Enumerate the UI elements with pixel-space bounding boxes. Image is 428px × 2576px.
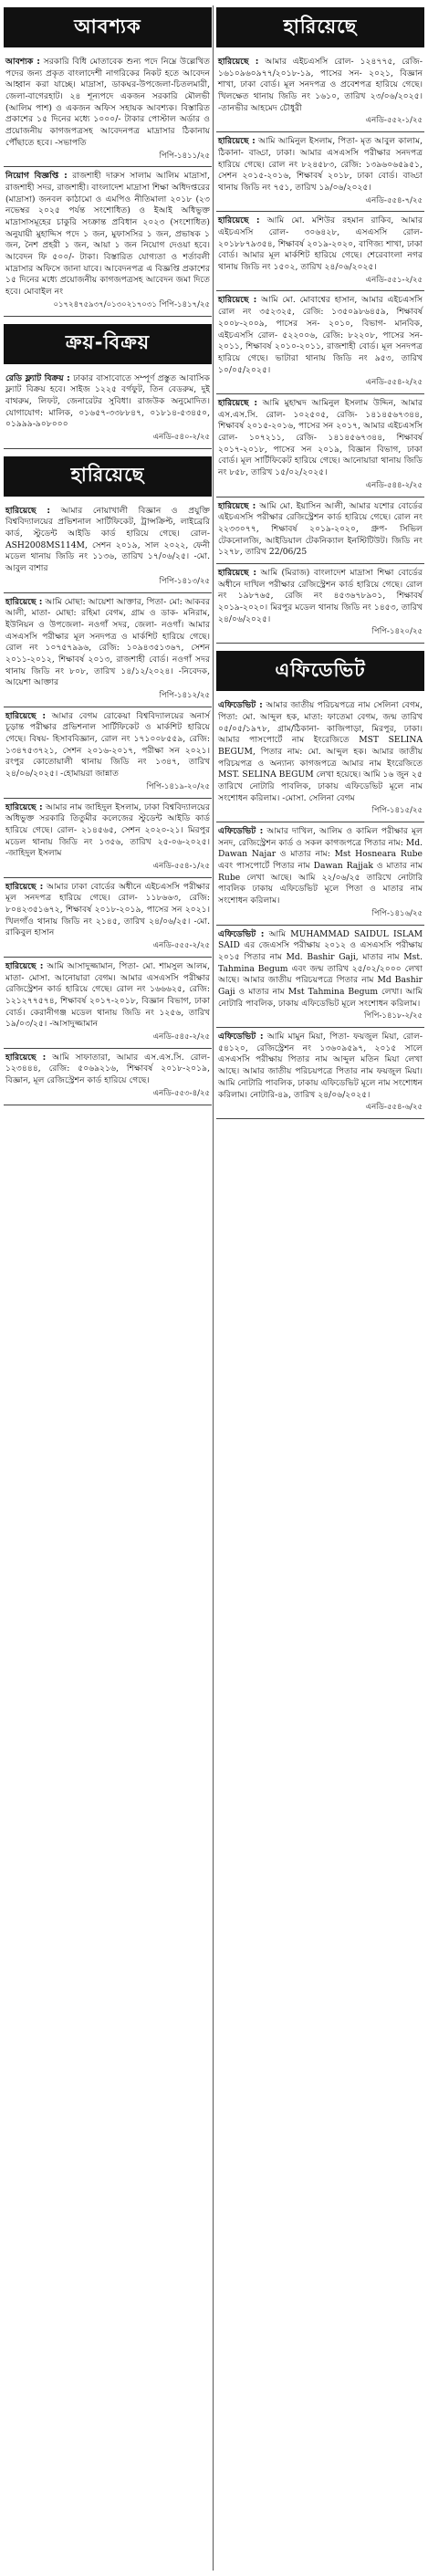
classified-ad (216, 394, 424, 497)
buy-sell-ads (4, 370, 212, 449)
ad-text: আমি মো. ইয়াসিন আলী, আমার যশোর বোর্ডের এইচএসসি পরীক্ষার রেজিস্ট্রেশন কার্ড হারিয়ে গেছে। রোল নং ২২৩৩০৭৭, শিক্ষাবর্ষ ২০১৯-২০২০, গ্রুপ- সিভিল টেকনোলজি, আইডিয়াল টেকনিক্যাল ইনস্টিটিউট। জিডি নং ১২৭৮, তারিখ 22/06/25 (218, 500, 423, 558)
classified-ad (4, 593, 212, 707)
classified-ad (216, 497, 424, 564)
ad-text: আমার বেগম রোকেয়া বিশ্ববিদ্যালয়ের অনার্স চূড়ান্ত পরীক্ষার প্রভিশনাল সার্টিফিকেট ও মার্কশিট হারিয়ে গেছে। বিষয়- হিসাববিজ্ঞান, রোল নং ১৭১০০৮৫৫৯, রেজি: ১৩৪৭৫৩৭২১, সেশন ২০১৬-২০১৭, পরীক্ষা সন ২০২১। রংপুর কোতোয়ালী থানায় জিডি নং ১৩৪৭, তারিখ ২৪/০৬/২০২৫। -হোমায়রা জান্নাত (5, 710, 211, 780)
ad-heading: হারিয়েছে : (218, 567, 256, 578)
ad-heading: হারিয়েছে : (218, 295, 257, 306)
classified-ad (4, 167, 212, 316)
ad-reference-code: এনডি-৫৫৪-৬/২৫ (365, 1103, 423, 1113)
ad-reference-code: এনডি-৫৪৪-২/২৫ (365, 480, 423, 490)
ad-reference-code: এনডি-৫৫২-১/২৫ (365, 116, 423, 126)
ad-text: আমার জাতীয় পরিচয়পত্রে নাম সেলিনা বেগম, পিতা: মো. আব্দুল হক, মাতা: ফাতেমা বেগম, জন্ম তারিখ ০৫/০৫/১৯৭৮, গ্রাম/ঠিকানা- কাজিপাড়া, মিরপুর, ঢাকা। আমার পাসপোর্টে নাম ইংরেজিতে MST SELINA BEGUM, পিতার নাম: মো. আব্দুল হক। আমার জাতীয় পরিচয়পত্র ও অন্যান্য কাগজপত্রে আমার নাম ইংরেজিতে MST. SELINA BEGUM লেখা হয়েছে। আমি ১৬ জুন ২৫ তারিখে নোটারি পাবলিক, ঢাকায় এফিডেভিট মূলে নাম সংশোধন করিলাম। -মোসা. সেলিনা বেগম (218, 700, 423, 803)
ad-reference-code: পিপি-১৪১৩/২৫ (159, 576, 210, 586)
section-header-lost-right: হারিয়েছে (216, 7, 424, 47)
ad-heading: হারিয়েছে : (218, 398, 258, 408)
ad-heading: হারিয়েছে : (5, 1052, 47, 1063)
ad-text: আমার নোয়াখালী বিজ্ঞান ও প্রযুক্তি বিশ্ববিদ্যালয়ের প্রভিশনাল সার্টিফিকেট, ট্রান্সক্রিপ্ট, লাইব্রেরি কার্ড, স্টুডেন্ট আইডি কার্ড হারিয়ে গেছে। রোল- ASH2008MS114M, সেশন ২০১৯, সাল ২০২২, ফেনী মডেল থানায় জিডি নং ১১৩৬, তারিখ ১৭/০৬/২৫। -মো. আবুল বাশার (5, 505, 210, 574)
ad-heading: হারিয়েছে : (218, 500, 256, 511)
ad-text: আমি (মিরাজ) বাংলাদেশ মাদ্রাসা শিক্ষা বোর্ডের অধীনে দাখিল পরীক্ষার রেজিস্ট্রেশন কার্ড হারিয়ে গেছে। রোল নং ১৯৮৭৬৫, রেজি নং ৪৫৩৬৭৮৯০১, শিক্ষাবর্ষ ২০১৯-২০২০। মিরপুর মডেল থানায় জিডি নং ১৪৫৩, তারিখ ২৪/০৬/২০২৫। (218, 567, 423, 624)
ad-reference-code: ০১৭২৪৭৫৯৩৭/০১৩০২১৭০৩১ পিপি-১৪১৭/২৫ (53, 299, 210, 309)
ad-heading: আবশ্যক : (5, 57, 40, 67)
ad-heading: হারিয়েছে : (5, 801, 43, 812)
ad-text: আমি মো. মোবাশ্বের হাসান, আমার এইচএসসি রোল নং ৩৫২৩২৫, রেজি: ১৩৫০৯৮৬৪৫৯, শিক্ষাবর্ষ ২০০৮-২০০৯, পাসের সন- ২০১০, বিভাগ- মানবিক, এইচএসসি রোল- ৫২২০০৬, রেজি: ৮২২০৮, পাসের সন- ২০১১, শিক্ষাবর্ষ ২০১০-২০১১, রাজশাহী বোর্ড। মূল সনদপত্র হারিয়ে গেছে। ভাটারা থানায় জিডি নং ৯৫৩, তারিখ ১০/০৫/২০২৫। (218, 295, 423, 375)
ad-heading: হারিয়েছে : (218, 215, 260, 226)
section-header-wanted: আবশ্যক (4, 7, 212, 47)
ad-heading: হারিয়েছে : (5, 881, 44, 892)
lost-ads (4, 502, 212, 1105)
ad-reference-code: পিপি-১৪২০/২৫ (371, 627, 423, 637)
ad-reference-code: এনডি-৫৪৫-২/২৫ (152, 1032, 210, 1042)
classified-ad (216, 1028, 424, 1119)
ad-text: ঢাকার বাসাবোতে সম্পূর্ণ প্রস্তুত আবাসিক ফ্ল্যাট বিক্রয় হবে। সাইজ ১২২৫ বর্গফুট, তিন বেডরুম, দুই বাথরুম, লিফট, জেনারেটর সুবিধা। রাজউক অনুমোদিত। যোগাযোগ: মালিক, ০১৬৫৭-৩৩৮৮৪৭, ০১৮১৪-৫৩৪৫০, ০১৯৯৯-৯০৮০০০ (5, 372, 211, 430)
ad-reference-code: এনডি-৫৪০-২/২৫ (152, 432, 210, 442)
ad-heading: হারিয়েছে : (5, 710, 47, 721)
ad-reference-code: এনডি-৫৫৪-১/২৫ (152, 862, 210, 871)
ad-text: আমি মোছা: আয়েশা আক্তার, পিতা- মো: আকবর আলী, মাতা- মোছা: রহিমা বেগম, গ্রাম ও ডাক- মনিরাম, ইউনিয়ন ও উপজেলা- নওগাঁ সদর, জেলা- নওগাঁ। আমার এসএসসি পরীক্ষার মূল সনদপত্র ও মার্কশিট হারিয়ে গেছে। রোল নং ১০৭৫৭৯৯৬, রেজি: ১০৯৪৩৫১৩৬৭, সেশন ২০১১-২০১২, শিক্ষাবর্ষ ২০১৩, রাজশাহী বোর্ড। নওগাঁ সদর থানায় জিডি নং ৮০৮, তারিখ ১৪/১২/২০২৪। -নিবেদক, আয়েশা আক্তার (5, 596, 211, 688)
ad-heading: নিয়োগ বিজ্ঞপ্তি : (5, 171, 68, 182)
classified-ad (4, 878, 212, 958)
ad-text: আমি সাফাতারা, আমার এস.এস.সি. রোল- ১২৩৪৪৪, রেজি: ৫০৬৯২১৬, শিক্ষাবর্ষ ২০১৮-২০১৯, বিজ্ঞান, মূল রেজিস্ট্রেশন কার্ড হারিয়ে গেছে। (5, 1052, 210, 1086)
ad-heading: হারিয়েছে : (218, 136, 256, 147)
ad-reference-code: এনডি-৫৫৩-৪/২৫ (152, 1088, 210, 1098)
ad-text: আমার দাখিল, আলিম ও কামিল পরীক্ষার মূল সনদ, রেজিস্ট্রেশন কার্ড ও সকল কাগজপত্রে পিতার নাম: Md. Dawan Najar ও মাতার নাম: Mst Hosneara Rube এবং পাসপোর্টে পিতার নাম Dawan Rajjak ও মাতার নাম Rube লেখা আছে। আমি ২২/০৬/২৫ তারিখে নোটারি পাবলিক ঢাকায় এফিডেভিট মূলে পিতা ও মাতার নাম সংশোধন করিলাম। (218, 826, 423, 906)
ad-text: আমার ঢাকা বোর্ডের অধীনে এইচএসসি পরীক্ষার মূল সনদপত্র হারিয়ে গেছে। রোল- ১১৮৬৬৩, রেজি: ৮০৪২৩৫১৬৭২, শিক্ষাবর্ষ ২০১৮-২০১৯, পাসের সন ২০২১। খিলগাঁও থানায় জিডি নং ২১৪৫, তারিখ ২৪/০৬/২৫। -মো. রাকিবুল হাসান (5, 881, 210, 938)
ad-text: আমি মামুন মিয়া, পিতা- ফয়জুল মিয়া, রোল- ৫৪১২০, রেজিস্ট্রেশন নং ১৩৬০৯৫৯৭, ২০১৫ সালে এসএসসি পরীক্ষায় পিতার নাম আব্দুল মতিন মিয়া লেখা আছে। আমার জাতীয় পরিচয়পত্রে পিতার নাম ফয়জুল মিয়া। আমি নোটারি পাবলিক, ঢাকায় এফিডেভিট মূলে নাম সংশোধন করিলাম। নোটারি-৪৯, তারিখ ২৪/০৬/২০২৫। (218, 1031, 423, 1100)
ad-reference-code: এনডি-৫৫৪-৭/২৫ (365, 195, 423, 205)
lost-ads-right (216, 53, 424, 644)
classified-ad (4, 370, 212, 449)
right-column (216, 5, 424, 2571)
ad-text: আমি MUHAMMAD SAIDUL ISLAM SAID এর জেএসসি পরীক্ষায় ২০১২ ও এসএসসি পরীক্ষায় ২০১৫ পিতার নাম Md. Bashir Gaji, মাতার নাম Mst. Tahmina Begum এবং জন্ম তারিখ ২৫/০২/২০০০ লেখা আছে। আমার জাতীয় পরিচয়পত্রে পিতার নাম Md Bashir Gaji ও মাতার নাম Mst Tahmina Begum লেখা। আমি নোটারি পাবলিক, ঢাকায় এফিডেভিট মূলে সংশোধন করিলাম। (218, 928, 423, 1009)
ad-text: আমি মো. মশিউর রহমান রাকিব, আমার এইচএসসি রোল- ৩০৬৪২৮, এসএসসি রোল- ২০১৮৮৭৯৩৫৪, শিক্ষাবর্ষ ২০১৯-২০২০, বাণিজ্য শাখা, ঢাকা বোর্ড। আমার মূল মার্কশিট হারিয়ে গেছে। শেরেবাংলা নগর থানায় জিডি নং ১৫০২, তারিখ ২৪/০৬/২০২৫। (218, 215, 423, 273)
ad-reference-code: এনডি-৫৫১-২/২৫ (365, 275, 423, 285)
ad-reference-code: পিপি-১৪১৬/২৫ (371, 908, 423, 918)
section-header-affidavit: এফিডেভিট (216, 651, 424, 691)
ad-text: রাজশাহী দারুস সালাম আলিম মাদ্রাসা, রাজশাহী সদর, রাজশাহী। বাংলাদেশ মাদ্রাসা শিক্ষা অধিদপ্তরের (মাদ্রাসা) জনবল কাঠামো ও এমপিও নীতিমালা ২০১৮ (২৩ নভেম্বর ২০২৫ পর্যন্ত সংশোধিত) ও ইআই অধিভুক্ত মাদ্রাসাসমূহের চাকুরি সংক্রান্ত প্রবিধান ২০২৩ (সংশোধিত) অনুযায়ী মুহাদ্দিস পদে ১ জন, মুফাসসির ১ জন, প্রভাষক ১ জন, নৈশ প্রহরী ১ জন, আয়া ১ জন নিয়োগ দেওয়া হবে। আবেদন ফি ৫০০/- টাকা। বিস্তারিত যোগ্যতা ও শর্তাবলী মাদ্রাসার অফিসে জানা যাবে। আবেদনপত্র এ বিজ্ঞপ্তি প্রকাশের ১৫ দিনের মধ্যে প্রয়োজনীয় কাগজপত্রসহ আবেদন জমা দিতে হবে। মোবাইল নং (5, 171, 210, 298)
ad-text: আমার নাম জাহিদুল ইসলাম, ঢাকা বিশ্ববিদ্যালয়ের অধিভুক্ত সরকারি তিতুমীর কলেজের স্টুডেন্ট আইডি কার্ড হারিয়ে গেছে। রোল- ২১৪৫৬৫, সেশন ২০২০-২১। মিরপুর মডেল থানায় জিডি নং ১৩৫৬, তারিখ ২৫-০৬-২০২৫। -জাহিদুল ইসলাম (5, 801, 210, 859)
classified-ad (216, 212, 424, 291)
classified-ad (216, 926, 424, 1029)
classified-ad (216, 291, 424, 394)
ad-heading: এফিডেভিট : (218, 826, 264, 837)
classified-ad (216, 53, 424, 132)
classified-ad (4, 53, 212, 167)
column-divider (213, 5, 214, 2571)
classified-ad (216, 696, 424, 822)
ad-heading: এফিডেভিট : (218, 1031, 264, 1042)
ad-text: আমি আমিনুল ইসলাম, পিতা- মৃত আবুল কালাম, ঠিকানা- বাড্ডা, ঢাকা। আমার এসএসসি পরীক্ষার সনদপত্র হারিয়ে গেছে। রোল নং ৮২৪৫৮৩, রেজি: ১৩৯৬০৬৫৯৫১, সেশন ২০১৫-২০১৬, শিক্ষাবর্ষ ২০১৮, ঢাকা বোর্ড। বাড্ডা থানায় জিডি নং ৭৫১, তারিখ ১৯/০৬/২০২৫। (218, 136, 423, 193)
ad-text: আমি আসাদুজ্জামান, পিতা- মো. শামসুল আলম, মাতা- মোসা. আনোয়ারা বেগম। আমার এসএসসি পরীক্ষার রেজিস্ট্রেশন কার্ড হারিয়ে গেছে। রোল নং ১৬৬৬২৫, রেজি: ১২১২৭৭৫৭৪, শিক্ষাবর্ষ ২০১৭-২০১৮, বিজ্ঞান বিভাগ, ঢাকা বোর্ড। কেরানীগঞ্জ মডেল থানায় জিডি নং ১২৫৬, তারিখ ১৯/০৩/২৫। -আসাদুজ্জামান (5, 960, 210, 1030)
ad-reference-code: পিপি-১৪১২/২৫ (159, 691, 210, 700)
ad-text: আমি মুহাম্মদ আমিনুল ইসলাম উদ্দিন, আমার এস.এস.সি. রোল- ১০২৫০৫, রেজি- ১৪১৪৫৬৭৩৪৪, শিক্ষাবর্ষ ২০১৫-২০১৬, পাসের সন ২০১৭, আমার এইচএসসি রোল- ১০৭২১১, রেজি- ১৪১৪৫৬৭৩৪৪, শিক্ষাবর্ষ ২০১৭-২০১৮, পাসের সন ২০১৯, বিজ্ঞান বিভাগ, ঢাকা বোর্ড। মূল সার্টিফিকেট হারিয়ে গেছে। আনোয়ারা থানায় জিডি নং ৮৫৮, তারিখ ১৫/০২/২০২৫। (218, 398, 423, 478)
classified-ad (4, 502, 212, 593)
classified-ad (4, 707, 212, 799)
ad-reference-code: পিপি-১৪১১/২৫ (159, 151, 210, 161)
ad-text: আমার এইচএসসি রোল- ১২৪৭৭৫, রেজি- ১৬১০৯৬০৯৭৭/২০১৮-১৯, পাসের সন- ২০২১, বিজ্ঞান শাখা, ঢাকা বোর্ড। মূল সনদপত্র ও প্রবেশপত্র হারিয়ে গেছে। খিলক্ষেত থানায় জিডি নং ১৬১০, তারিখ ২৩/০৬/২০২৫। -তানভীর আহমেদ চৌধুরী (218, 57, 423, 113)
ad-heading: হারিয়েছে : (218, 57, 259, 67)
ad-heading: এফিডেভিট : (218, 700, 263, 711)
ad-heading: হারিয়েছে : (5, 596, 43, 607)
classified-ad (216, 132, 424, 212)
ad-reference-code: এনডি-৫৫৪-২/২৫ (365, 378, 423, 388)
ad-heading: রেডি ফ্ল্যাট বিক্রয় : (5, 372, 70, 383)
classified-ad (4, 1049, 212, 1105)
section-header-lost: হারিয়েছে (4, 456, 212, 497)
classified-ad (216, 822, 424, 926)
ad-reference-code: পিপি-১৪১৯-২০/২৫ (146, 781, 210, 791)
classified-ad (216, 564, 424, 644)
ad-heading: হারিয়েছে : (5, 505, 51, 516)
ad-text: সরকারি বিধি মোতাবেক শুন্য পদে নিম্নে উল্লেখিত পদের জন্য প্রকৃত বাংলাদেশী নাগরিকের নিকট হতে আবেদন আহ্বান করা যাচ্ছে। মাদ্রাসা, ডাকঘর-উপজেলা-চিতলমারী, জেলা-বাগেরহাট। ২৪ শূন্যপদে একজন সরকারি মৌলভী (আলিম পাশ) ও একজন অফিস সহায়ক আবশ্যক। বিস্তারিত প্রকাশের ১৫ দিনের মধ্যে ১০০০/- টাকার পোস্টাল অর্ডার ও প্রয়োজনীয় কাগজপত্রসহ আবেদনপত্র মাদ্রাসার ঠিকানায় পৌঁছাতে হবে। -সভাপতি (5, 57, 211, 148)
left-column (4, 5, 212, 2571)
ad-heading: হারিয়েছে : (5, 960, 44, 971)
ad-reference-code: পিপি-১৪১৫/২৫ (371, 806, 423, 816)
affidavit-ads (216, 696, 424, 1119)
classified-ad (4, 799, 212, 878)
ad-reference-code: পিপি-১৪১৮-২/২৫ (363, 1011, 423, 1021)
ad-reference-code: এনডি-৫৫৫-২/২৫ (152, 941, 210, 951)
wanted-ads (4, 53, 212, 317)
ad-heading: এফিডেভিট : (218, 928, 265, 939)
section-header-buy-sell: ক্রয়-বিক্রয় (4, 324, 212, 364)
classified-ad (4, 958, 212, 1049)
